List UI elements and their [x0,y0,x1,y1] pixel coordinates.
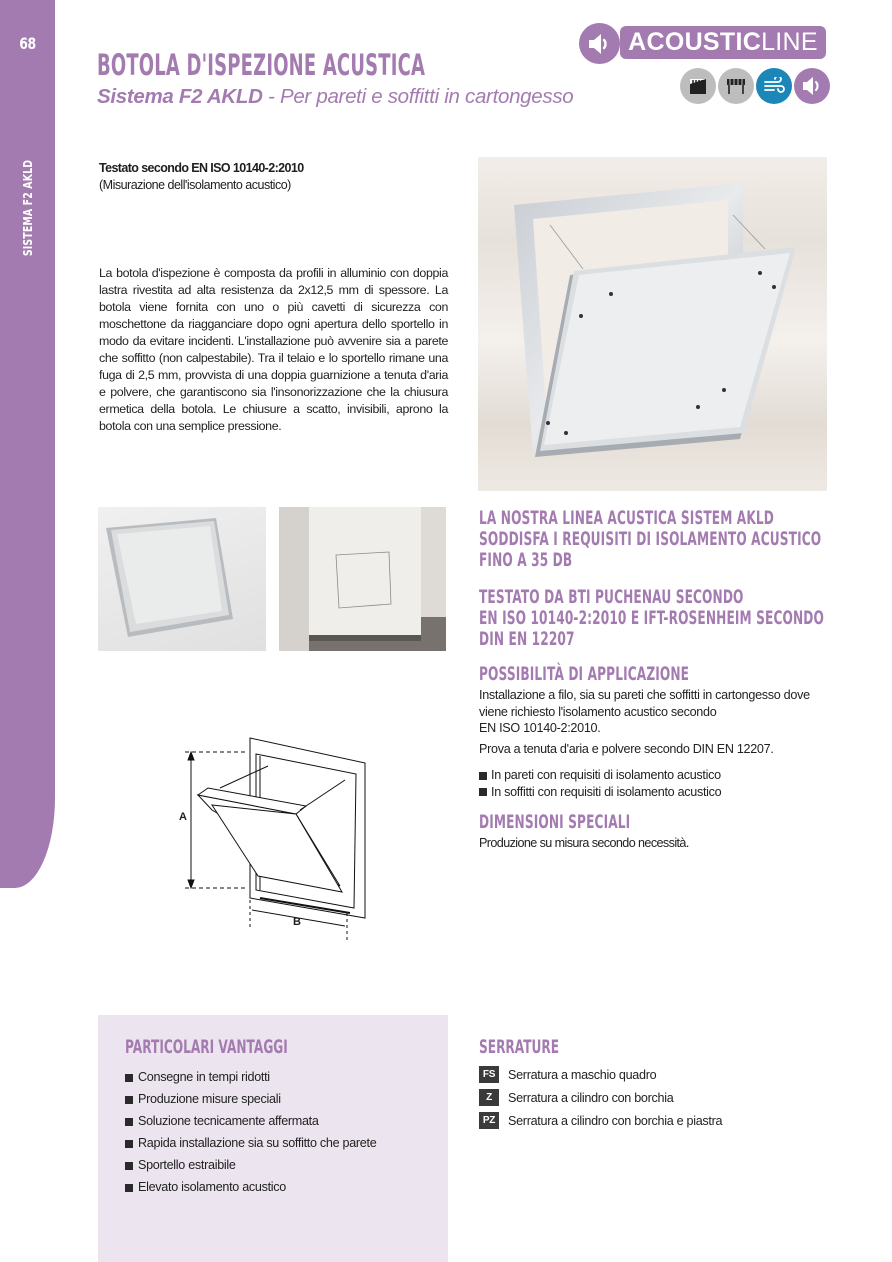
application-bullets [479,767,721,800]
dimension-b-label: B [293,916,301,928]
advantages-box [98,1015,448,1262]
special-dimensions-heading: DIMENSIONI SPECIALI [479,811,631,833]
wall-icon [680,68,716,104]
section-label: SISTEMA F2 AKLD [21,159,35,257]
list-item: In pareti con requisiti di isolamento acustico [479,767,721,784]
speaker-icon [579,23,620,64]
tested-standard: Testato secondo EN ISO 10140-2:2010 [99,161,304,175]
acoustic-icon [794,68,830,104]
bullet-square-icon [125,1140,133,1148]
bullet-square-icon [125,1184,133,1192]
list-item: Consegne in tempi ridotti [125,1066,376,1088]
page-subtitle [97,85,573,109]
dimension-diagram [160,730,380,940]
product-description: La botola d'ispezione è composta da profili in alluminio con doppia lastra rivestita ad alta resistenza da 2x12,5 mm di spessore. La botola viene fornita con uno o più cavetti di sicurezza con moschettone da riagganciare dopo ogni apertura dello sportello in modo da evitare incidenti. L'installazione può avvenire sia a parete che soffitto (non calpestabile). Tra il telaio e lo sportello rimane una fuga di 2,5 mm, provvista di una doppia guarnizione a tenuta d'aria e polvere, che garantiscono sia l'insonorizzazione che la chiusura ermetica della botola. Le chiusure a scatto, invisibili, aprono la botola con una semplice pressione. [99,266,448,433]
application-text: Installazione a filo, sia su pareti che soffitti in cartongesso dove viene richiesto l'isolamento acustico secondo EN ISO 10140-2:2010. [479,688,810,735]
air-tight-icon [756,68,792,104]
dimension-a-label: A [179,811,187,823]
list-item: Produzione misure speciali [125,1088,376,1110]
page-title: BOTOLA D'ISPEZIONE ACUSTICA [97,48,426,82]
acousticline-logo [579,23,829,63]
installed-hatch-photo [279,507,446,651]
lock-item: FS Serratura a maschio quadro [479,1063,722,1086]
bullet-square-icon [479,788,487,796]
locks-heading: SERRATURE [479,1036,560,1058]
locks-list [479,1063,722,1132]
bullet-square-icon [125,1118,133,1126]
list-item: Sportello estraibile [125,1154,376,1176]
list-item: Soluzione tecnicamente affermata [125,1110,376,1132]
bullet-square-icon [479,772,487,780]
subtitle-system: Sistema F2 AKLD [97,85,263,108]
ceiling-icon [718,68,754,104]
list-item: Elevato isolamento acustico [125,1176,376,1198]
sidebar [0,0,55,888]
special-dimensions-text: Produzione su misura secondo necessità. [479,836,689,850]
tested-description: (Misurazione dell'isolamento acustico) [99,178,291,192]
lock-code-badge: FS [479,1066,499,1083]
lock-code-badge: Z [479,1089,499,1106]
advantages-list [125,1066,376,1198]
brand-name: ACOUSTIC LINE [620,26,826,59]
advantages-heading: PARTICOLARI VANTAGGI [125,1036,288,1058]
product-photo-open-hatch [478,157,827,491]
product-photo-closed-hatch [98,507,266,651]
lock-item: PZ Serratura a cilindro con borchia e piastra [479,1109,722,1132]
list-item: In soffitti con requisiti di isolamento acustico [479,784,721,801]
bullet-square-icon [125,1074,133,1082]
bullet-square-icon [125,1096,133,1104]
testing-claim-heading: TESTATO DA BTI PUCHENAU SECONDO EN ISO 10140-2:2010 E IFT-ROSENHEIM SECONDO DIN EN 12207 [479,586,824,650]
application-heading: POSSIBILITÀ DI APPLICAZIONE [479,663,690,685]
acoustic-claim-heading: LA NOSTRA LINEA ACUSTICA SISTEM AKLD SODDISFA I REQUISITI DI ISOLAMENTO ACUSTICO FINO A 35 DB [479,507,822,571]
page-number: 68 [19,34,36,53]
bullet-square-icon [125,1162,133,1170]
lock-item: Z Serratura a cilindro con borchia [479,1086,722,1109]
feature-icons [680,68,830,104]
lock-code-badge: PZ [479,1112,499,1129]
subtitle-desc: - Per pareti e soffitti in cartongesso [262,85,574,108]
air-tightness-text: Prova a tenuta d'aria e polvere secondo DIN EN 12207. [479,742,774,756]
list-item: Rapida installazione sia su soffitto che parete [125,1132,376,1154]
